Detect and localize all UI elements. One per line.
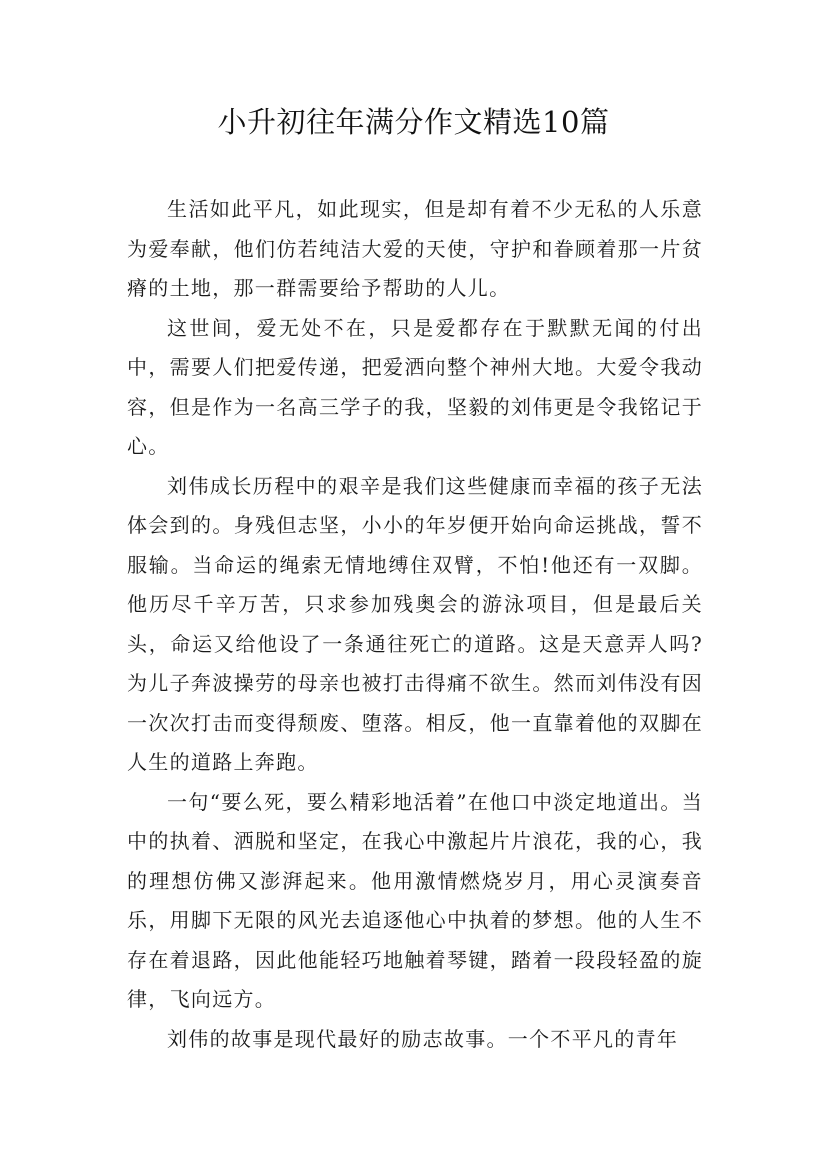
- paragraph-4: 一句“要么死，要么精彩地活着”在他口中淡定地道出。当中的执着、洒脱和坚定，在我心中激起片片浪花，我的心，我的理想仿佛又澎湃起来。他用激情燃烧岁月，用心灵演奏音乐，用脚下无限的风光去追逐他心中执着的梦想。他的人生不存在着退路，因此他能轻巧地触着琴键，踏着一段段轻盈的旋律，飞向远方。: [127, 789, 703, 1011]
- paragraph-5: 刘伟的故事是现代最好的励志故事。一个不平凡的青年: [167, 1026, 679, 1051]
- document-title: 小升初往年满分作文精选10篇: [217, 105, 610, 139]
- paragraph-1: 生活如此平凡，如此现实，但是却有着不少无私的人乐意为爱奉献，他们仿若纯洁大爱的天使，守护和眷顾着那一片贫瘠的土地，那一群需要给予帮助的人儿。: [127, 197, 703, 300]
- document-body: [127, 190, 703, 1059]
- paragraph-3: 刘伟成长历程中的艰辛是我们这些健康而幸福的孩子无法体会到的。身残但志坚，小小的年岁便开始向命运挑战，誓不服输。当命运的绳索无情地缚住双臂，不怕!他还有一双脚。他历尽千辛万苦，只求参加残奥会的游泳项目，但是最后关头，命运又给他设了一条通往死亡的道路。这是天意弄人吗?为儿子奔波操劳的母亲也被打击得痛不欲生。然而刘伟没有因一次次打击而变得颓废、堕落。相反，他一直靠着他的双脚在人生的道路上奔跑。: [127, 473, 703, 774]
- paragraph-2: 这世间，爱无处不在，只是爱都存在于默默无闻的付出中，需要人们把爱传递，把爱洒向整个神州大地。大爱令我动容，但是作为一名高三学子的我，坚毅的刘伟更是令我铭记于心。: [127, 315, 703, 458]
